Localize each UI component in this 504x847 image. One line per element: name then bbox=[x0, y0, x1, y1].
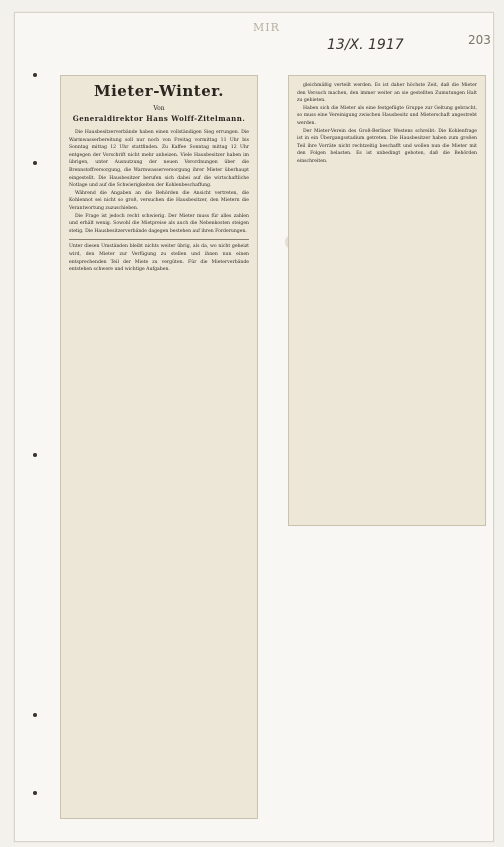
article-paragraph: Haben sich die Mieter als eine festgefügte Gruppe zur Geltung gebracht, so muss eine Vereinigung zwischen Hausbesitz und Mieterschaft angestrebt werden. bbox=[297, 105, 477, 126]
punch-hole bbox=[33, 453, 37, 457]
newspaper-clipping-right bbox=[288, 75, 486, 526]
punch-hole bbox=[33, 791, 37, 795]
handwritten-date: 13/X. 1917 bbox=[327, 37, 404, 53]
archive-stamp: MIR bbox=[253, 21, 280, 34]
article-paragraph: gleichmäßig verteilt werden. Es ist daher höchste Zeit, daß die Mieter den Versuch machen, den immer weiter an sie gestellten Zumutungen Halt zu gebieten. bbox=[297, 83, 477, 104]
article-body-left bbox=[61, 123, 257, 235]
punch-hole bbox=[33, 161, 37, 165]
newspaper-clipping-left bbox=[60, 75, 258, 819]
archive-sheet bbox=[14, 12, 494, 842]
article-paragraph: Die Hausbesitzerverbände haben einen vollständigen Sieg errungen. Die Warmwasserbereitung soll nur noch von Freitag vormittag 11 Uhr bis Sonntag mittag 12 Uhr stattfinden. Zu Kaffee Sonntag mittag 12 Uhr entgegen der Vorschrift nicht mehr anheizen. Viele Hausbesitzer haben im übrigen, unter Ausnutzung der neuen Verordnungen über die Brennstoffversorgung, die Warmwasserversorgung ihrer Mieter überhaupt eingestellt. Die Hausbesitzer berufen sich dabei auf die wirtschaftliche Notlage und auf die Schwierigkeiten der Kohlenbeschaffung. bbox=[69, 130, 249, 189]
article-title: Mieter-Winter. bbox=[93, 82, 225, 100]
article-paragraph: Die Frage ist jedoch recht schwierig. Der Mieter muss für alles zahlen und erhält wenig. Sowohl die Mietpreise als auch die Nebenkosten steigen stetig. Die Hausbesitzerverbände dagegen bestehen auf ihren Forderungen. bbox=[69, 213, 249, 234]
article-footer-left: Unter diesen Umständen bleibt nichts weiter übrig, als da, wo nicht geheizt wird, den Mieter zur Verfügung zu stellen und ihnen nun einen entsprechenden Teil der Miete zu vergüten. Für die Mieterverbände entstehen schwere und wichtige Aufgaben. bbox=[69, 244, 249, 273]
byline-prefix: Von bbox=[153, 105, 165, 112]
article-author: Generaldirektor Hans Wolff-Zitelmann. bbox=[72, 114, 246, 123]
article-body-right bbox=[289, 76, 485, 166]
article-paragraph: Der Mieter-Verein des Groß-Berliner Westens schreibt: Die Kohlenfrage ist in ein Übergangsstadium getreten. Die Hausbesitzer haben zum großen Teil ihre Vorräte nicht rechtzeitig beschafft und wollen nun die Mieter mit den Folgen belasten. Es ist unbedingt geboten, daß die Behörden einschreiten. bbox=[297, 128, 477, 164]
handwritten-number: 203 bbox=[468, 33, 491, 47]
punch-hole bbox=[33, 713, 37, 717]
article-paragraph: Während die Angaben an die Behörden die Ansicht vertreten, die Kohlennot sei nicht so groß, versuchen die Hausbesitzer, den Mietern die Verantwortung zuzuschieben. bbox=[69, 190, 249, 211]
punch-hole bbox=[33, 73, 37, 77]
